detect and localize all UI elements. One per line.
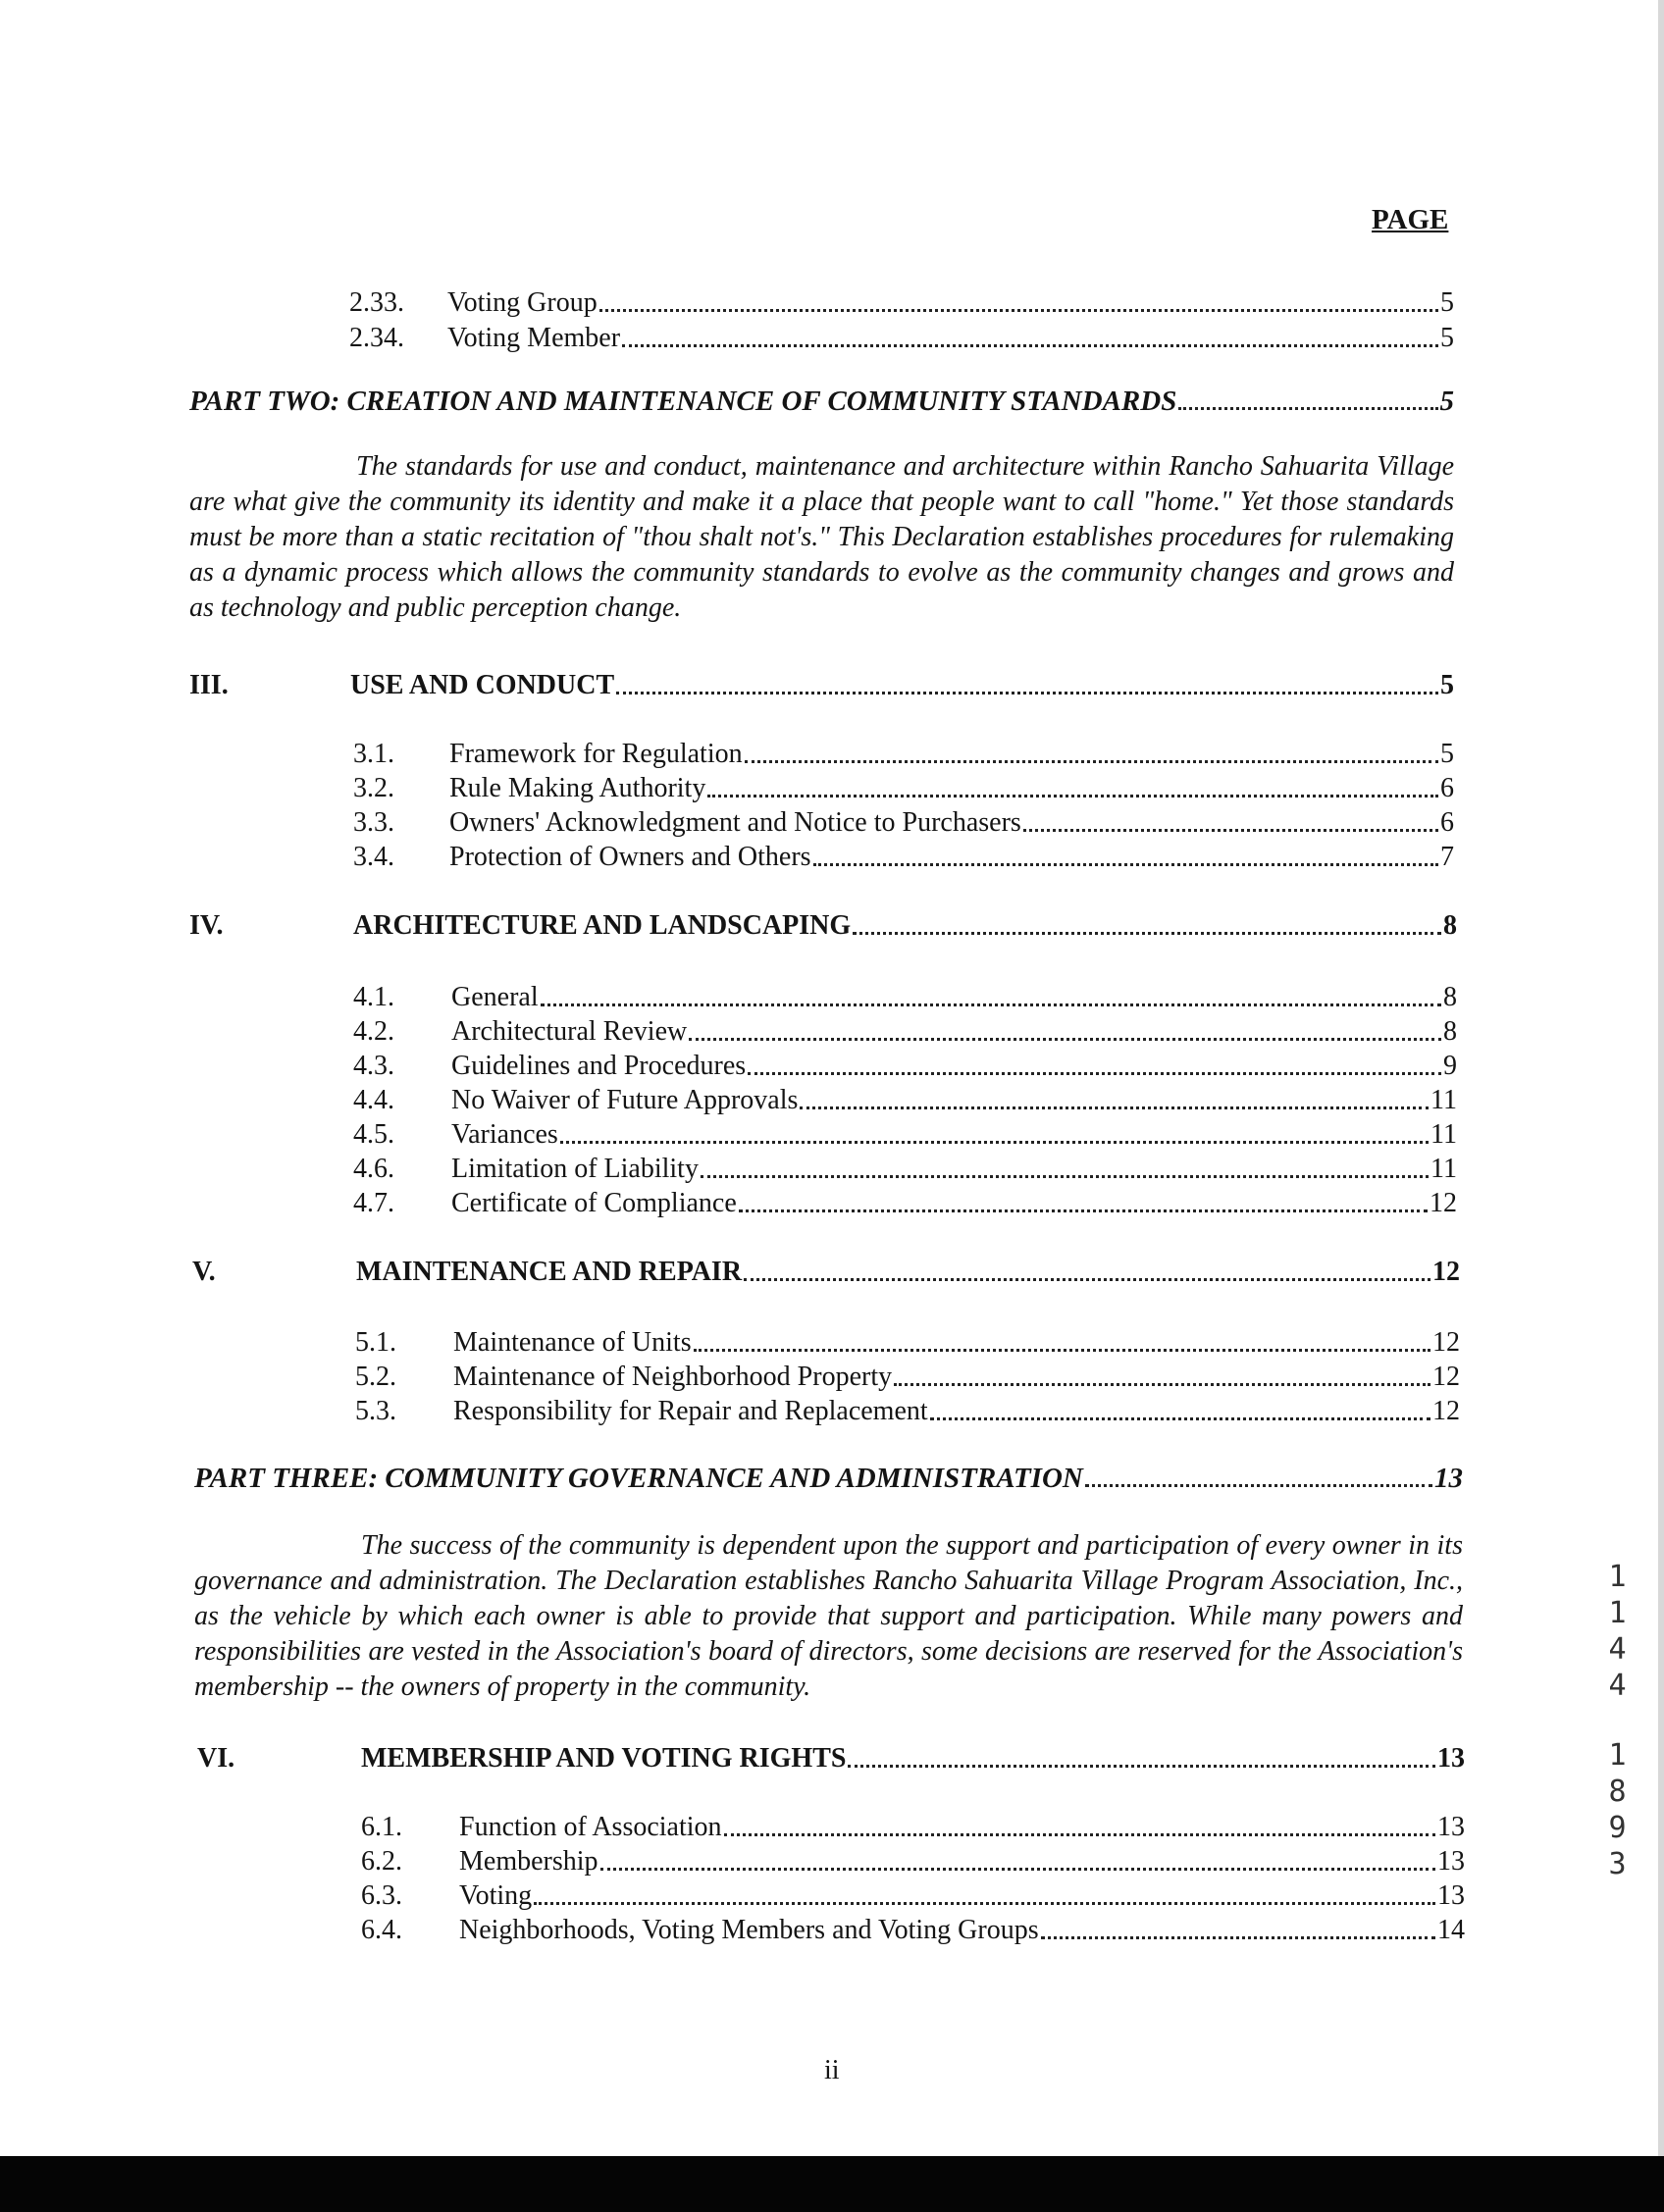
section-heading: III. USE AND CONDUCT 5 xyxy=(189,670,1454,700)
toc-entry: 6.4. Neighborhoods, Voting Members and Voting Groups 14 xyxy=(361,1915,1465,1945)
toc-entry: 3.4. Protection of Owners and Others 7 xyxy=(353,842,1454,872)
toc-entry: 3.2. Rule Making Authority 6 xyxy=(353,773,1454,803)
toc-entry: 5.1. Maintenance of Units 12 xyxy=(355,1327,1460,1358)
toc-entry xyxy=(349,322,1454,355)
toc-entry: 6.3. Voting 13 xyxy=(361,1880,1465,1911)
part-two-intro: The standards for use and conduct, maintenance and architecture within Rancho Sahuarita Village are what give the community its identity and make it a place that people want to call "home." Yet those standards must be more than a static recitation of "thou shalt not's." This Declaration establishes procedures for rulemaking as a dynamic process which allows the community standards to evolve as the community changes and grows and as technology and public perception change. xyxy=(189,451,1454,623)
leader-dots xyxy=(1178,407,1437,410)
toc-entry: 3.3. Owners' Acknowledgment and Notice to Purchasers 6 xyxy=(353,807,1454,838)
toc-entry: 6.2. Membership 13 xyxy=(361,1846,1465,1877)
leader-dots xyxy=(616,692,1438,694)
toc-entry: 4.1. General 8 xyxy=(353,982,1457,1012)
toc-entry: 4.7. Certificate of Compliance 12 xyxy=(353,1188,1457,1218)
entry-page: 5 xyxy=(1440,287,1454,318)
section-heading: VI. MEMBERSHIP AND VOTING RIGHTS 13 xyxy=(197,1743,1465,1774)
leader-dots xyxy=(1085,1484,1432,1487)
page-column-label: PAGE xyxy=(1372,204,1449,235)
toc-entry: 4.3. Guidelines and Procedures 9 xyxy=(353,1051,1457,1081)
leader-dots xyxy=(622,344,1438,347)
part-three-intro: The success of the community is dependent upon the support and participation of every owner in its governance and administration. The Declaration establishes Rancho Sahuarita Village Program Association, Inc., as the vehicle by which each owner is able to provide that support and participation. While many powers and responsibilities are vested in the Association's board of directors, some decisions are reserved for the Association's membership -- the owners of property in the community. xyxy=(194,1530,1463,1702)
stamp-line-1: 1144 xyxy=(1600,1560,1635,1705)
entry-number: 2.33. xyxy=(349,287,404,318)
side-bates-stamp xyxy=(1599,1560,1635,1883)
part-three-heading: PART THREE: COMMUNITY GOVERNANCE AND ADMINISTRATION 13 xyxy=(194,1463,1463,1494)
stamp-line-2: 1893 xyxy=(1600,1738,1635,1883)
section-heading: IV. ARCHITECTURE AND LANDSCAPING 8 xyxy=(189,910,1457,941)
entry-title: Voting Member xyxy=(447,323,621,353)
toc-entry: 4.5. Variances 11 xyxy=(353,1119,1457,1150)
entry-number: 2.34. xyxy=(349,323,404,353)
toc-entry: 6.1. Function of Association 13 xyxy=(361,1812,1465,1842)
toc-entry: 4.2. Architectural Review 8 xyxy=(353,1016,1457,1047)
toc-entry: 5.3. Responsibility for Repair and Replacement 12 xyxy=(355,1396,1460,1426)
part-two-heading: PART TWO: CREATION AND MAINTENANCE OF COMMUNITY STANDARDS 5 xyxy=(189,386,1454,417)
toc-entry: 4.4. No Waiver of Future Approvals 11 xyxy=(353,1085,1457,1115)
toc-entry: 5.2. Maintenance of Neighborhood Property 12 xyxy=(355,1362,1460,1392)
toc-entry: 4.6. Limitation of Liability 11 xyxy=(353,1154,1457,1184)
footer-page-number: ii xyxy=(824,2055,840,2085)
section-heading: V. MAINTENANCE AND REPAIR 12 xyxy=(192,1257,1460,1287)
toc-entry: 3.1. Framework for Regulation 5 xyxy=(353,739,1454,769)
scan-bottom-border xyxy=(0,2156,1664,2212)
entry-title: Voting Group xyxy=(447,287,598,318)
scan-edge-shadow xyxy=(1658,0,1664,2156)
leader-dots xyxy=(599,309,1438,312)
toc-entry xyxy=(349,286,1454,320)
entry-page: 5 xyxy=(1440,323,1454,353)
